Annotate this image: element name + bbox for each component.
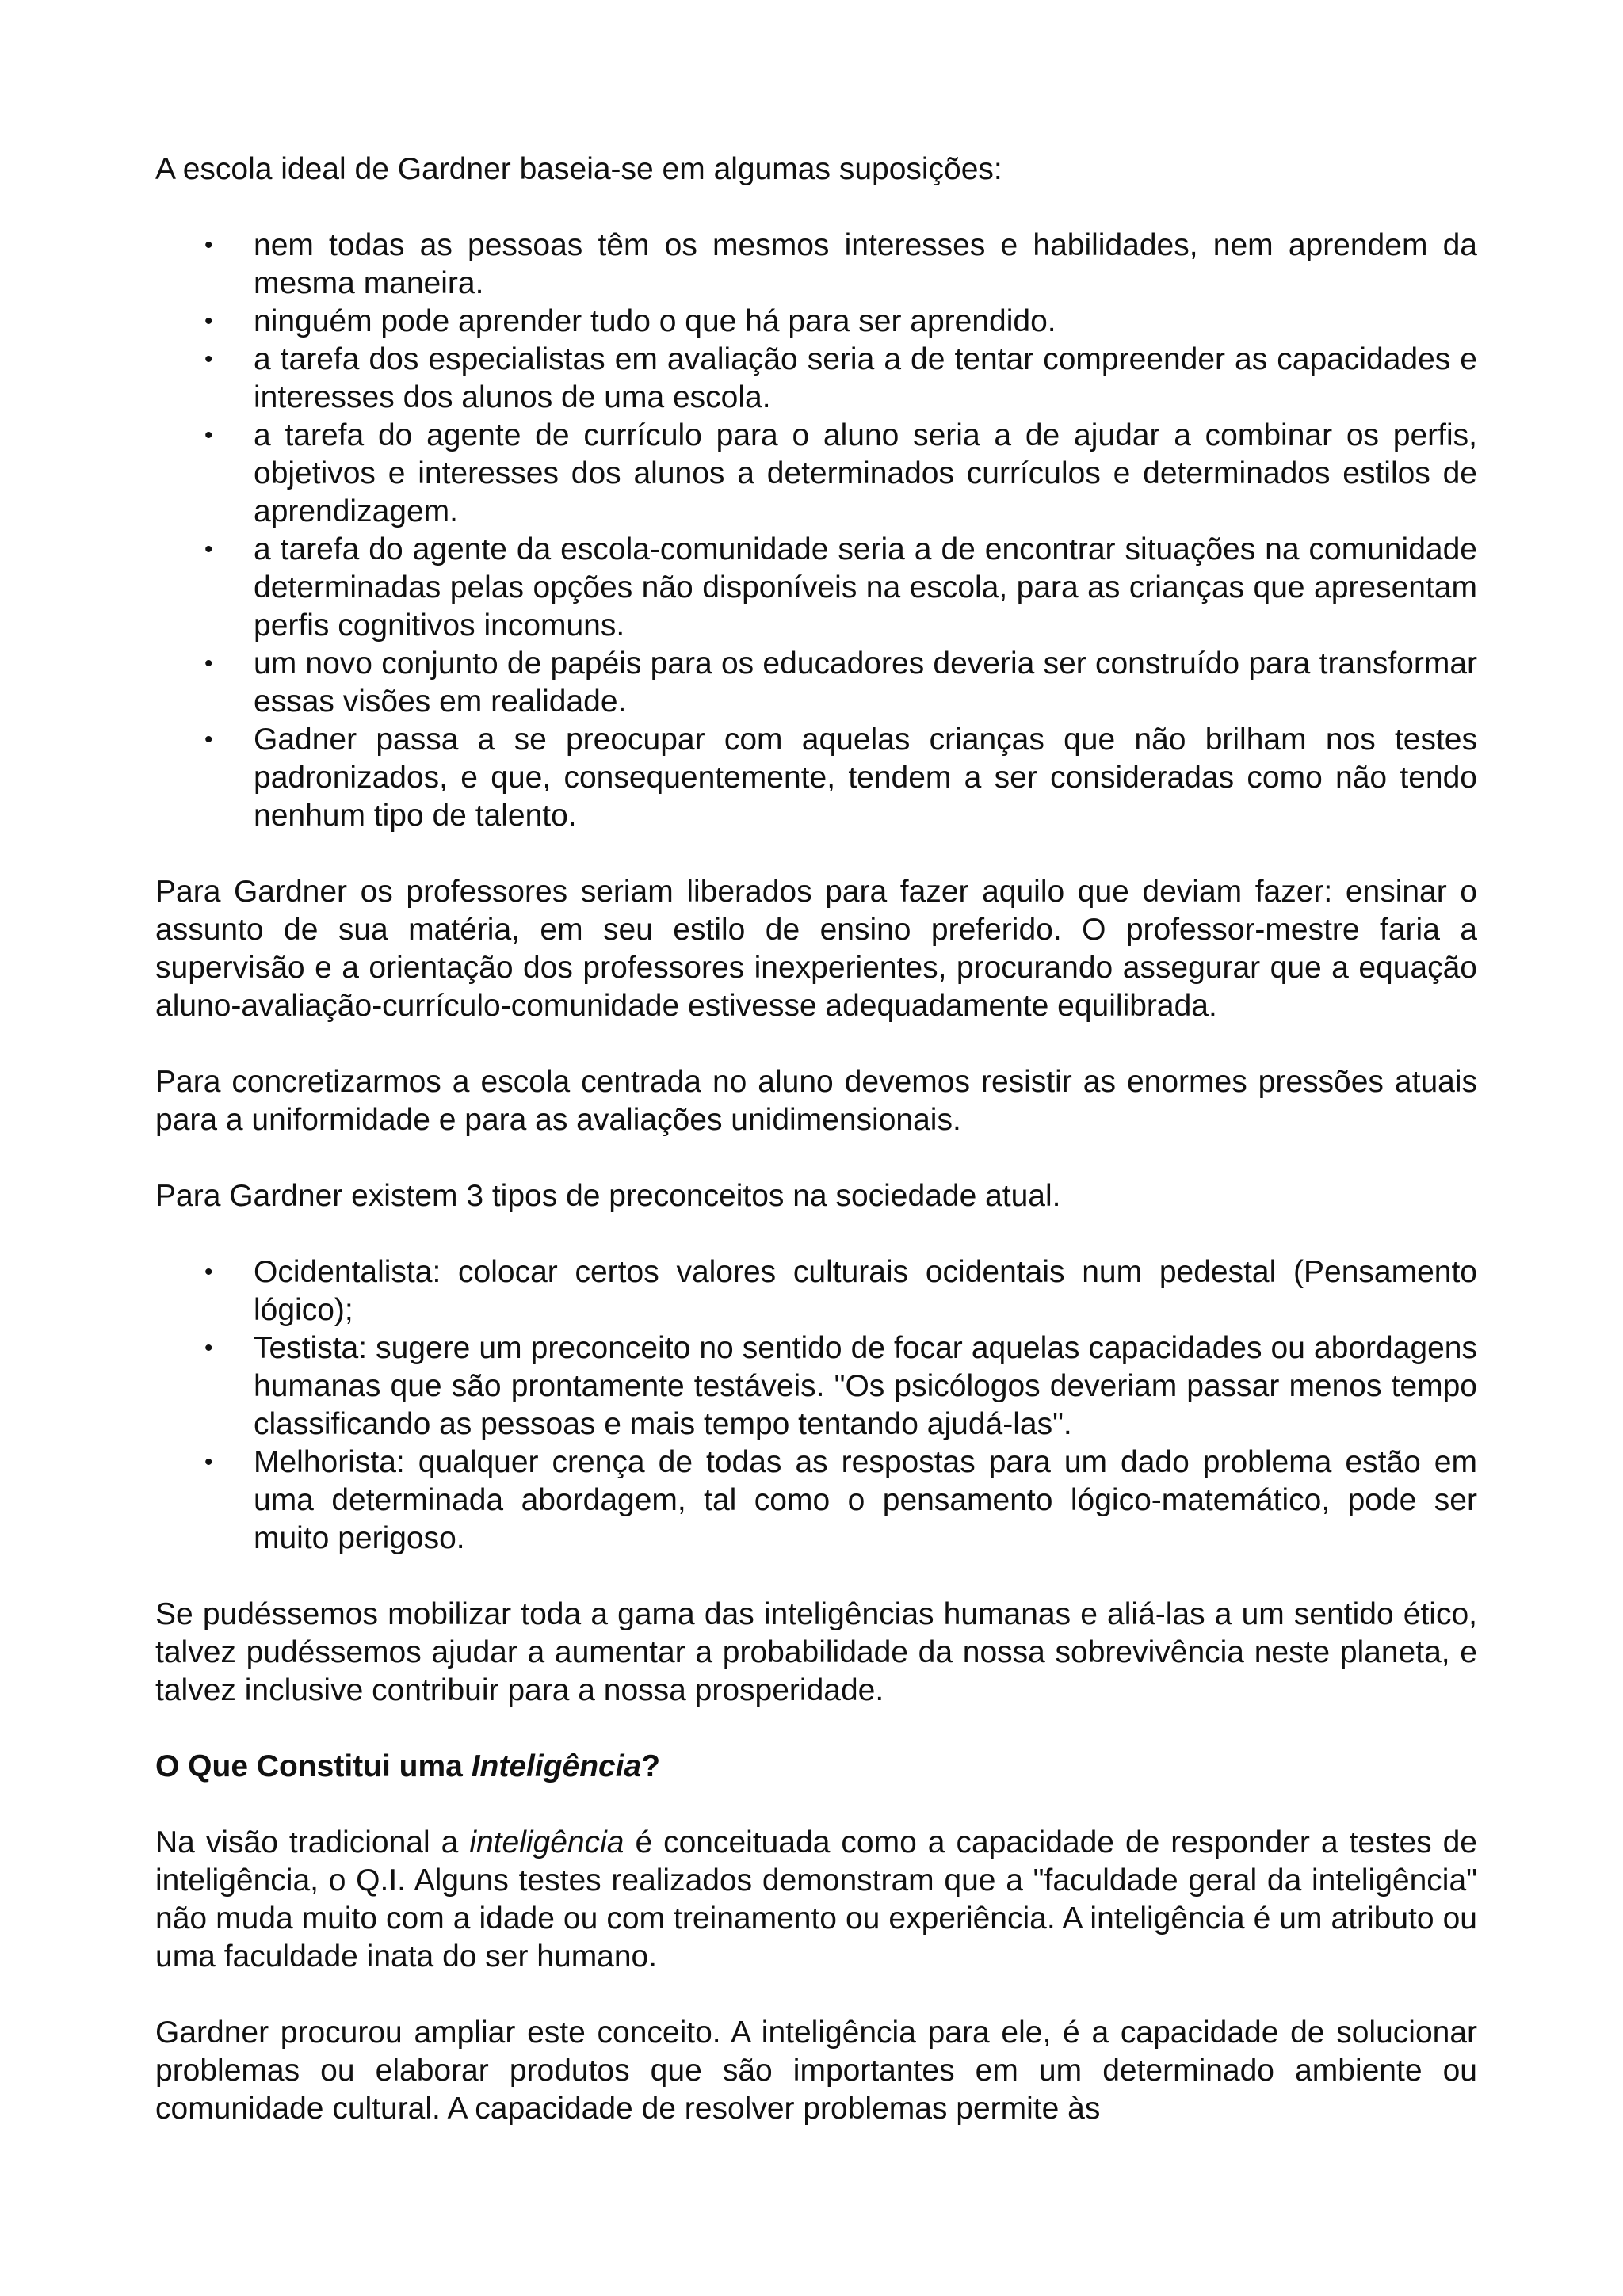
traditional-prefix: Na visão tradicional a [155, 1825, 470, 1859]
assumptions-list [155, 227, 1477, 835]
list-item: • a tarefa do agente da escola-comunidade seria a de encontrar situações na comunidade determinadas pelas opções não disponíveis na escola, para as crianças que apresentam perfis cognitivos incomuns. [254, 531, 1477, 645]
list-item: • Testista: sugere um preconceito no sentido de focar aquelas capacidades ou abordagens humanas que são prontamente testáveis. "Os psicólogos deveriam passar menos tempo classificando as pessoas e mais tempo tentando ajudá-las". [254, 1329, 1477, 1444]
list-item: • Melhorista: qualquer crença de todas as respostas para um dado problema estão em uma determinada abordagem, tal como o pensamento lógico-matemático, pode ser muito perigoso. [254, 1444, 1477, 1558]
document-page [155, 151, 1477, 2128]
list-item: • Gadner passa a se preocupar com aquelas crianças que não brilham nos testes padronizados, e que, consequentemente, tendem a ser consideradas como não tendo nenhum tipo de talento. [254, 721, 1477, 835]
gardner-paragraph: Gardner procurou ampliar este conceito. A inteligência para ele, é a capacidade de solucionar problemas ou elaborar produtos que são importantes em um determinado ambiente ou comunidade cultural. A capacidade de resolver problemas permite às [155, 2016, 1477, 2126]
traditional-suffix: é conceituada como a capacidade de responder a testes de inteligência, o Q.I. Alguns testes realizados demonstram que a "faculdade geral da inteligência" não muda muito com a idade ou com treinamento ou experiência. A inteligência é um atributo ou uma faculdade inata do ser humano. [155, 1825, 1477, 1974]
teachers-paragraph: Para Gardner os professores seriam liberados para fazer aquilo que deviam fazer: ensinar o assunto de sua matéria, em seu estilo de ensino preferido. O professor-mestre faria a supervisão e a orientação dos professores inexperientes, procurando assegurar que a equação aluno-avaliação-currículo-comunidade estivesse adequadamente equilibrada. [155, 875, 1477, 1023]
prejudices-intro-paragraph: Para Gardner existem 3 tipos de preconceitos na sociedade atual. [155, 1179, 1061, 1213]
traditional-paragraph [155, 1824, 1477, 1976]
section-heading [155, 1748, 1477, 1786]
list-item: • Ocidentalista: colocar certos valores culturais ocidentais num pedestal (Pensamento lógico); [254, 1253, 1477, 1329]
traditional-italic: inteligência [469, 1825, 624, 1859]
list-item: • a tarefa dos especialistas em avaliação seria a de tentar compreender as capacidades e interesses dos alunos de uma escola. [254, 341, 1477, 417]
list-item: • nem todas as pessoas têm os mesmos interesses e habilidades, nem aprendem da mesma maneira. [254, 227, 1477, 303]
heading-italic: Inteligência [471, 1749, 642, 1783]
list-item: • ninguém pode aprender tudo o que há para ser aprendido. [254, 303, 1477, 341]
intro-paragraph: A escola ideal de Gardner baseia-se em algumas suposições: [155, 152, 1002, 186]
prejudices-list [155, 1253, 1477, 1558]
heading-prefix: O Que Constitui uma [155, 1749, 472, 1783]
list-item: • um novo conjunto de papéis para os educadores deveria ser construído para transformar essas visões em realidade. [254, 645, 1477, 721]
school-paragraph: Para concretizarmos a escola centrada no aluno devemos resistir as enormes pressões atuais para a uniformidade e para as avaliações unidimensionais. [155, 1065, 1477, 1137]
mobilize-paragraph: Se pudéssemos mobilizar toda a gama das inteligências humanas e aliá-las a um sentido ético, talvez pudéssemos ajudar a aumentar a probabilidade da nossa sobrevivência neste planeta, e talvez inclusive contribuir para a nossa prosperidade. [155, 1597, 1477, 1707]
heading-suffix: ? [641, 1749, 661, 1783]
list-item: • a tarefa do agente de currículo para o aluno seria a de ajudar a combinar os perfis, objetivos e interesses dos alunos a determinados currículos e determinados estilos de aprendizagem. [254, 417, 1477, 531]
